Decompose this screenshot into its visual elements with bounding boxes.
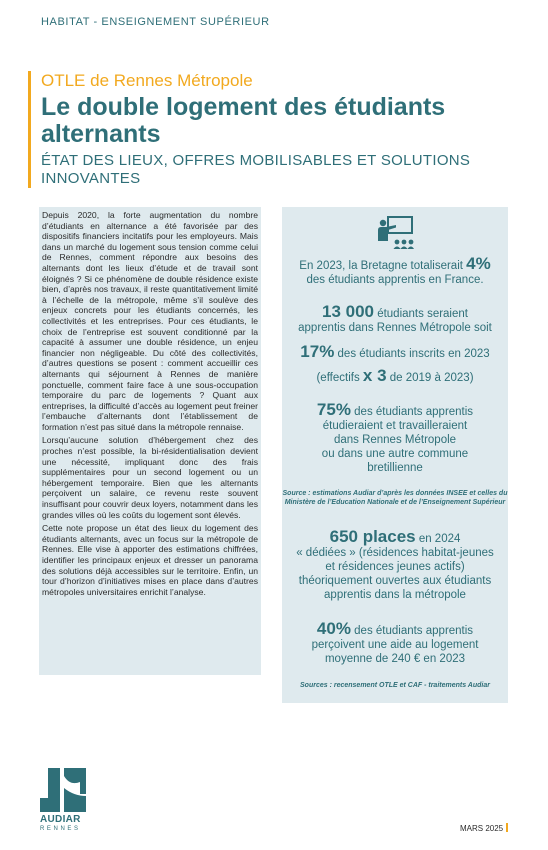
stat-text: des étudiants inscrits en 2023 xyxy=(334,348,490,360)
stat-apprentis-rennes xyxy=(282,302,508,335)
source-note: Source : estimations Audiar d’après les données INSEE et celles du Ministère de l’Education Nationale et de l’Enseignement Supérieur xyxy=(282,490,508,506)
stat-value: x 3 xyxy=(362,366,387,385)
logo-subtitle: RENNES xyxy=(40,826,81,832)
intro-text-column xyxy=(39,207,261,675)
stat-value: 13 000 xyxy=(322,302,374,321)
date-accent-bar xyxy=(506,823,508,832)
logo-wordmark: AUDIAR xyxy=(40,814,81,825)
stat-text: En 2023, la Bretagne totaliserait xyxy=(299,260,467,272)
kicker-title: OTLE de Rennes Métropole xyxy=(41,71,253,90)
stat-text: théoriquement ouvertes aux étudiants xyxy=(298,575,492,587)
section-band: HABITAT - ENSEIGNEMENT SUPÉRIEUR xyxy=(41,16,270,28)
page-subtitle: ÉTAT DES LIEUX, OFFRES MOBILISABLES ET SOLUTIONS INNOVANTES xyxy=(41,152,471,187)
stat-housing-aid xyxy=(282,619,508,666)
stat-text: « dédiées » (résidences habitat-jeunes xyxy=(296,547,494,559)
stat-text: bretillienne xyxy=(367,462,423,474)
stat-text: et résidences jeunes actifs) xyxy=(325,561,465,573)
stat-value: 4% xyxy=(466,254,491,273)
publication-date xyxy=(460,823,508,833)
stat-text: apprentis dans la métropole xyxy=(324,589,466,601)
stat-text: des étudiants apprentis en France. xyxy=(306,274,484,286)
stat-text: de 2019 à 2023) xyxy=(386,372,474,384)
source-note: Sources : recensement OTLE et CAF - traitements Audiar xyxy=(300,682,490,689)
stat-text: ou dans une autre commune xyxy=(321,448,469,460)
audiar-logo xyxy=(40,768,86,812)
paragraph: Cette note propose un état des lieux du logement des étudiants alternants, avec un focus sur la métropole de Rennes. Elle vise à apporter des estimations chiffrées, identifier les principaux enjeux et dresser un panorama des solutions déjà accessibles sur le territoire. Enfin, un tour d’horizon d’initiatives mises en place dans d’autres métropoles universitaires enrichit l’analyse. xyxy=(42,523,258,597)
stat-text: apprentis dans Rennes Métropole soit xyxy=(298,322,492,334)
stat-text: étudieraient et travailleraient xyxy=(322,420,468,432)
stat-value: 40% xyxy=(316,619,351,638)
stat-text: des étudiants apprentis xyxy=(350,625,474,637)
stat-growth xyxy=(282,366,508,385)
date-text: MARS 2025 xyxy=(460,824,504,833)
stat-text: dans Rennes Métropole xyxy=(333,434,457,446)
paragraph: Lorsqu’aucune solution d’hébergement chez des proches n’est possible, la bi-résidentialisation devient une nécessité, impliquant donc des frais supplémentaires pour un second logement ou un hébergement temporaire. Bien que les alternants perçoivent un salaire, ce revenu reste souvent insuffisant pour couvrir deux loyers, notamment dans les grandes villes où les coûts du logement sont élevés. xyxy=(42,435,258,520)
paragraph: Depuis 2020, la forte augmentation du nombre d’étudiants en alternance a été favorisée par des dispositifs financiers incitatifs pour les employeurs. Mais dans un marché du logement sous tension comme celui de Rennes, comment répondre aux besoins des alternants dont les lieux d’étude et de travail sont éloignés ? Si ce phénomène de double résidence existe bien, d’après nos travaux, il reste quantitativement limité à l’échelle de la métropole, même s’il soulève des enjeux concrets pour les étudiants concernés, les collectivités et les entreprises. Pour ces étudiants, le choix de l’entreprise est souvent conditionné par la capacité à assumer une double résidence, un enjeu financier non négligeable. Du côté des collectivités, d’autres questions se posent : comment accueillir ces alternants qui séjournent à Rennes de manière ponctuelle, comment faire face à une sous-occupation temporaire du parc de logements ? Quant aux entreprises, la difficulté d’accès au logement peut freiner l’embauche d’alternants dont l’établissement de formation n’est pas situé dans la métropole rennaise. xyxy=(42,210,258,432)
stat-value: 17% xyxy=(300,342,335,361)
stat-share-2023 xyxy=(282,342,508,361)
stat-text: étudiants seraient xyxy=(374,308,468,320)
stat-bretagne xyxy=(282,254,508,287)
stat-value: 75% xyxy=(316,400,351,419)
stat-local-study xyxy=(282,400,508,475)
stat-text: des étudiants apprentis xyxy=(350,406,474,418)
stat-dedicated-places xyxy=(282,527,508,602)
stat-text: perçoivent une aide au logement xyxy=(311,639,479,651)
stat-text: en 2024 xyxy=(415,533,461,545)
stat-text: (effectifs xyxy=(316,372,363,384)
page-title: Le double logement des étudiants alternants xyxy=(41,93,446,148)
teacher-classroom-icon xyxy=(376,215,414,251)
title-block xyxy=(28,71,541,188)
key-figures-panel xyxy=(282,207,508,703)
stat-value: 650 places xyxy=(329,527,416,546)
stat-text: moyenne de 240 € en 2023 xyxy=(324,653,466,665)
